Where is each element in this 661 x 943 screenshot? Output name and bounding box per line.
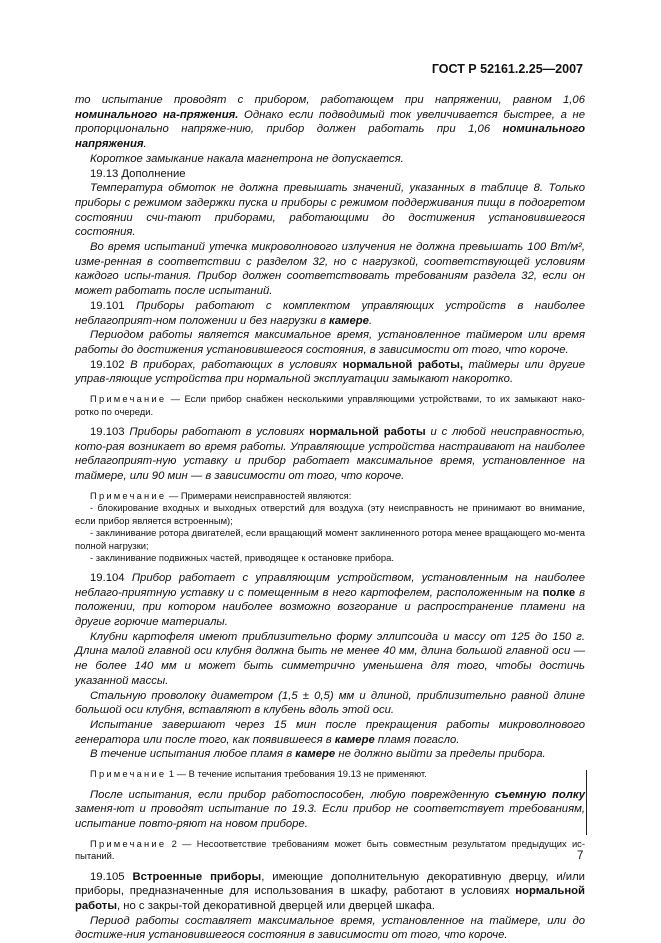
text-run: таймеры или другие управ-ляющие устройства при нормальной эксплуатации замыкают накоротко.	[75, 358, 585, 386]
clause-19-102	[75, 358, 585, 387]
paragraph	[75, 788, 585, 832]
note-label: Примечание	[90, 393, 167, 405]
bold-term: полке	[542, 586, 576, 599]
clause-19-101	[75, 299, 585, 328]
text-run: Приборы работают с комплектом управляющих устройств в наиболее неблагоприят-ном положении и без нагрузки в	[75, 299, 585, 327]
bold-term: номинального на-пряжения.	[75, 108, 239, 121]
text-run: не должно выйти за пределы прибора.	[335, 748, 546, 761]
clause-19-103	[75, 425, 585, 484]
text-run: .	[368, 314, 373, 327]
paragraph: Периодом работы является максимальное время, установленное таймером или время работы до достижения установившегося состояния, в зависимости от того, что короче.	[75, 329, 585, 356]
note-3	[75, 768, 585, 781]
paragraph	[75, 93, 585, 152]
note-text: — Примерами неисправностей являются:	[166, 489, 352, 501]
text-run: заменя-ют и проводят испытание по 19.3. Если прибор не соответствует требованиям, испытание повто-ряют на новом приборе.	[75, 803, 585, 830]
text-run: Прибор работает с управляющим устройством, установленным на наиболее неблаго-приятную уставку и с помещенным в него картофелем, расположенным на	[75, 571, 585, 599]
bold-term: камере	[328, 314, 369, 327]
note-text: — Если прибор снабжен несколькими управляющими устройствами, то их замыкают нако-ротко по очереди.	[75, 393, 585, 417]
text-run: После испытания, если прибор работоспособен, любую поврежденную	[90, 788, 495, 801]
text-run	[125, 871, 133, 883]
paragraph: Температура обмоток не должна превышать значений, указанных в таблице 8. Только приборы с режимом задержки пуска и приборы с режимом поддерживания пищи в подогретом состоянии счи-тают приборами, работающими до достижения установившегося состояния.	[75, 182, 585, 239]
bold-term: нормальной работы	[75, 885, 585, 913]
list-item: - заклинивание подвижных частей, приводящее к остановке прибора.	[90, 552, 394, 564]
text-run: , имеющие дополнительную декоративную дверцу, и/или приборы, предназначенные для использования в шкафу, работают в условиях	[75, 870, 585, 898]
document-header: ГОСТ Р 52161.2.25—2007	[431, 62, 583, 76]
bold-term: съемную полку	[494, 788, 585, 801]
note-2	[75, 490, 585, 503]
note-label: Примечание	[90, 489, 167, 501]
clause-number: 19.101	[90, 299, 125, 312]
change-bar	[586, 770, 587, 835]
page-number: 7	[577, 850, 584, 862]
paragraph: Во время испытаний утечка микроволнового излучения не должна превышать 100 Вт/м², изме-ренная в соответствии с разделом 32, но с нагрузкой, соответствующей условиям каждого испы-тания. Прибор должен соответствовать требованиям раздела 32, если он может работать после испытаний.	[75, 241, 585, 298]
note-4	[75, 838, 585, 863]
bold-term: камере	[295, 748, 336, 761]
list-item: - заклинивание ротора двигателей, если вращающий момент заклиненного ротора менее вращающего мо-мента полной нагрузки;	[75, 527, 585, 551]
clause-19-104	[75, 571, 585, 630]
text-run: В приборах, работающих в условиях	[124, 358, 343, 371]
note-label: Примечание	[90, 768, 167, 780]
clause-number: 19.105	[90, 870, 125, 883]
paragraph	[75, 718, 585, 747]
text-run: В течение испытания любое пламя в	[90, 748, 296, 761]
text-run: Испытание завершают через 15 мин после прекращения работы микроволнового генератора или после того, как появившееся в	[75, 718, 585, 746]
bold-term: нормальной работы,	[342, 358, 464, 371]
paragraph: Период работы составляет максимальное время, установленное на таймере, или до достиже-ния установившегося состояния в зависимости от того, что короче.	[75, 914, 585, 942]
bold-term: камере	[334, 733, 375, 746]
paragraph: Стальную проволоку диаметром (1,5 ± 0,5) мм и длиной, приблизительно равной длине большой оси клубня, вставляют в клубень вдоль этой оси.	[75, 689, 585, 717]
note-text: 1 — В течение испытания требования 19.13 не применяют.	[166, 768, 427, 780]
text-run: , но с закры-той декоративной дверцей или дверцей шкафа.	[116, 900, 435, 913]
text-run: Приборы работают в условиях	[124, 426, 310, 439]
section-heading-19-13: 19.13 Дополнение	[90, 167, 186, 180]
paragraph	[75, 747, 585, 762]
list-item: - блокирование входных и выходных отверстий для воздуха (эту неисправность не принимают во внимание, если прибор является встроенным);	[75, 502, 585, 526]
paragraph: Клубни картофеля имеют приблизительно форму эллипсоида и массу от 125 до 150 г. Длина малой главной оси клубня должна быть не менее 40 мм, длина большой главной оси — не более 140 мм и может быть симметрично уменьшена для того, чтобы достичь указанной массы.	[75, 630, 585, 687]
text-run: в положении, при котором наиболее возможно возгорание и распространение пламени на другие горючие материалы.	[75, 586, 585, 628]
paragraph: Короткое замыкание накала магнетрона не допускается.	[90, 152, 404, 165]
bold-term: нормальной работы	[309, 426, 426, 439]
text-run: то испытание проводят с прибором, работающем при напряжении, равном 1,06	[75, 94, 585, 106]
clause-number: 19.104	[90, 571, 125, 584]
text-run: Однако если подводимый ток увеличивается быстрее, а не пропорционально напряже-нию, прибор должен работать при 1,06	[75, 108, 585, 136]
clause-number: 19.103	[90, 426, 125, 439]
note-label: Примечание	[90, 837, 167, 849]
document-body	[75, 93, 585, 943]
text-run: и с любой неисправностью, кото-рая возникает во время работы. Управляющие устройства настраивают на наиболее неблагоприят-ную уставку и прибор работает максимальное время, установленное на таймере, или 90 мин — в зависимости от того, что короче.	[75, 426, 586, 483]
note-text: 2 — Несоответствие требованиям может быть совместным результатом предыдущих ис-пытаний.	[75, 837, 585, 862]
text-run: .	[143, 138, 147, 151]
clause-19-105	[75, 870, 585, 914]
text-run: пламя погасло.	[374, 733, 460, 746]
bold-term: номинального напряжения	[75, 123, 585, 151]
note-1	[75, 393, 585, 418]
bold-term: Встроенные приборы	[132, 870, 262, 883]
clause-number: 19.102	[90, 358, 125, 371]
